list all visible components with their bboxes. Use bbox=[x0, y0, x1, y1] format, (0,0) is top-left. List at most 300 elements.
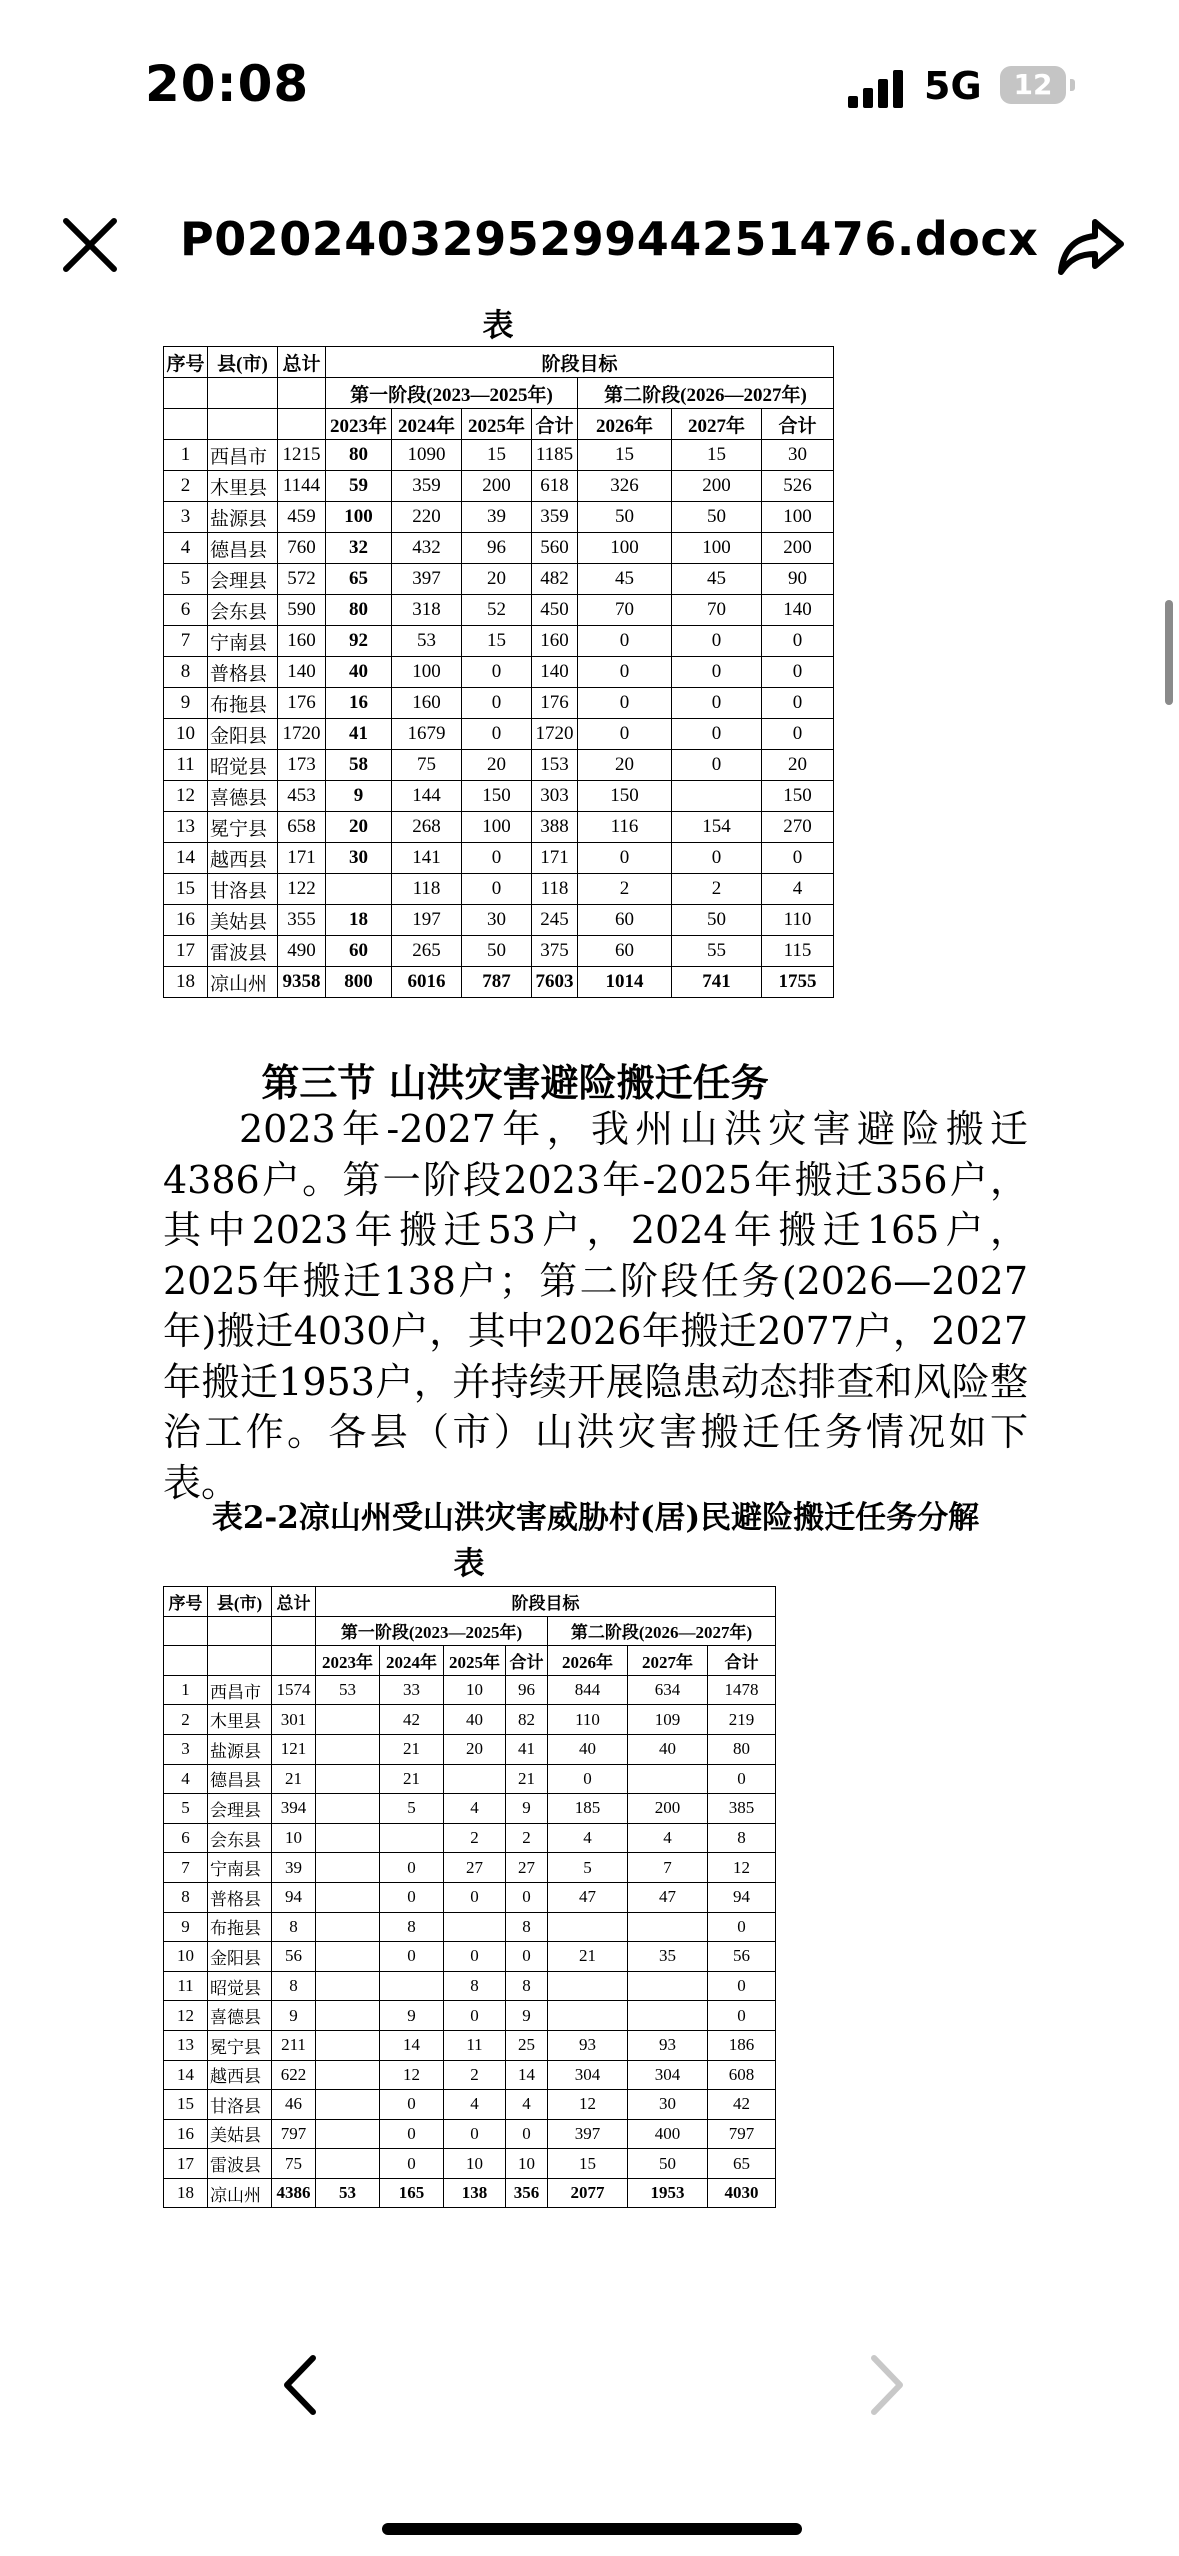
table-row bbox=[164, 2149, 776, 2179]
county-name-cell: 布拖县 bbox=[208, 1912, 272, 1942]
table-cell: 150 bbox=[462, 781, 532, 812]
share-button[interactable] bbox=[1055, 210, 1127, 282]
table-cell: 70 bbox=[672, 595, 762, 626]
table-cell: 185 bbox=[548, 1794, 628, 1824]
table-cell: 18 bbox=[326, 905, 392, 936]
table-cell: 100 bbox=[326, 502, 392, 533]
table-cell: 787 bbox=[462, 967, 532, 998]
table-cell: 590 bbox=[278, 595, 326, 626]
county-name-cell: 会东县 bbox=[208, 595, 278, 626]
previous-page-button[interactable] bbox=[275, 2350, 325, 2420]
county-name-cell: 盐源县 bbox=[208, 1734, 272, 1764]
table-row bbox=[164, 781, 834, 812]
table-cell: 165 bbox=[380, 2178, 444, 2208]
section-heading: 第三节 山洪灾害避险搬迁任务 bbox=[261, 1060, 769, 1105]
table-cell: 100 bbox=[462, 812, 532, 843]
table-cell: 0 bbox=[506, 2119, 548, 2149]
table-cell: 741 bbox=[672, 967, 762, 998]
table-cell: 0 bbox=[762, 657, 834, 688]
table-cell: 1720 bbox=[278, 719, 326, 750]
table-cell: 39 bbox=[272, 1853, 316, 1883]
table-cell: 3 bbox=[164, 1734, 208, 1764]
header-year: 2023年 bbox=[326, 409, 392, 440]
table-cell: 47 bbox=[628, 1882, 708, 1912]
table-cell: 4 bbox=[164, 1764, 208, 1794]
county-name-cell: 西昌市 bbox=[208, 440, 278, 471]
scrollbar[interactable] bbox=[1165, 600, 1173, 705]
table-cell: 6 bbox=[164, 1823, 208, 1853]
county-name-cell: 西昌市 bbox=[208, 1675, 272, 1705]
header-year: 2027年 bbox=[628, 1646, 708, 1676]
table-cell: 50 bbox=[672, 905, 762, 936]
table-cell: 1090 bbox=[392, 440, 462, 471]
table-cell: 100 bbox=[672, 533, 762, 564]
home-indicator[interactable] bbox=[382, 2523, 802, 2535]
table-cell: 9 bbox=[326, 781, 392, 812]
table-row bbox=[164, 1794, 776, 1824]
table-row bbox=[164, 874, 834, 905]
signal-icon bbox=[848, 70, 906, 108]
header-year: 2024年 bbox=[380, 1646, 444, 1676]
table-cell: 47 bbox=[548, 1882, 628, 1912]
table-cell: 30 bbox=[762, 440, 834, 471]
table-cell: 572 bbox=[278, 564, 326, 595]
table-cell bbox=[380, 1823, 444, 1853]
table-cell: 14 bbox=[506, 2060, 548, 2090]
table-cell: 10 bbox=[506, 2149, 548, 2179]
table-cell: 144 bbox=[392, 781, 462, 812]
table-cell: 154 bbox=[672, 812, 762, 843]
table-cell: 53 bbox=[316, 1675, 380, 1705]
table-cell: 0 bbox=[762, 843, 834, 874]
table-row bbox=[164, 533, 834, 564]
table-cell bbox=[548, 1971, 628, 2001]
table-cell: 9 bbox=[164, 688, 208, 719]
table-cell: 1574 bbox=[272, 1675, 316, 1705]
table-cell: 58 bbox=[326, 750, 392, 781]
table-cell: 5 bbox=[164, 564, 208, 595]
table-cell: 140 bbox=[278, 657, 326, 688]
table-row bbox=[164, 471, 834, 502]
table-cell bbox=[444, 1764, 506, 1794]
table-cell: 20 bbox=[578, 750, 672, 781]
battery-cap bbox=[1070, 79, 1075, 91]
close-button[interactable] bbox=[60, 215, 120, 275]
table-cell: 0 bbox=[578, 688, 672, 719]
table-cell: 18 bbox=[164, 967, 208, 998]
table-cell: 96 bbox=[462, 533, 532, 564]
table-cell: 270 bbox=[762, 812, 834, 843]
table-cell: 118 bbox=[392, 874, 462, 905]
table-cell: 52 bbox=[462, 595, 532, 626]
county-name-cell: 德昌县 bbox=[208, 533, 278, 564]
table-cell: 50 bbox=[672, 502, 762, 533]
header-county: 县(市) bbox=[208, 1587, 272, 1617]
table-row bbox=[164, 843, 834, 874]
table-cell: 92 bbox=[326, 626, 392, 657]
table-row bbox=[164, 564, 834, 595]
table-cell: 10 bbox=[272, 1823, 316, 1853]
table-row bbox=[164, 1705, 776, 1735]
table-cell: 375 bbox=[532, 936, 578, 967]
table-row bbox=[164, 750, 834, 781]
table-row bbox=[164, 1942, 776, 1972]
table-cell: 40 bbox=[326, 657, 392, 688]
table-cell bbox=[672, 781, 762, 812]
table-cell: 65 bbox=[326, 564, 392, 595]
table-cell: 141 bbox=[392, 843, 462, 874]
table-cell: 622 bbox=[272, 2060, 316, 2090]
table-cell: 2 bbox=[164, 471, 208, 502]
header-year: 2026年 bbox=[548, 1646, 628, 1676]
table-cell: 0 bbox=[708, 1971, 776, 2001]
table-cell: 15 bbox=[462, 440, 532, 471]
table-cell: 4 bbox=[548, 1823, 628, 1853]
table-cell bbox=[316, 1882, 380, 1912]
table-cell: 0 bbox=[462, 657, 532, 688]
table-cell: 13 bbox=[164, 812, 208, 843]
table-cell: 526 bbox=[762, 471, 834, 502]
county-name-cell: 会理县 bbox=[208, 564, 278, 595]
table1-caption: 表 bbox=[482, 308, 514, 344]
county-name-cell: 布拖县 bbox=[208, 688, 278, 719]
table-cell: 0 bbox=[578, 843, 672, 874]
table-cell: 186 bbox=[708, 2030, 776, 2060]
county-name-cell: 宁南县 bbox=[208, 1853, 272, 1883]
header-phase2: 第二阶段(2026—2027年) bbox=[578, 378, 834, 409]
table-cell: 10 bbox=[444, 2149, 506, 2179]
table-cell bbox=[548, 2001, 628, 2031]
table-row bbox=[164, 1912, 776, 1942]
table-cell: 3 bbox=[164, 502, 208, 533]
table-cell: 268 bbox=[392, 812, 462, 843]
chevron-left-icon bbox=[275, 2350, 325, 2420]
table-cell: 2077 bbox=[548, 2178, 628, 2208]
table-cell: 9 bbox=[506, 2001, 548, 2031]
table-cell: 110 bbox=[548, 1705, 628, 1735]
table-cell: 2 bbox=[164, 1705, 208, 1735]
table-cell: 1144 bbox=[278, 471, 326, 502]
table-cell: 9 bbox=[272, 2001, 316, 2031]
table-cell: 560 bbox=[532, 533, 578, 564]
header-phase1: 第一阶段(2023—2025年) bbox=[316, 1616, 548, 1646]
table-cell: 0 bbox=[672, 843, 762, 874]
table-cell: 1755 bbox=[762, 967, 834, 998]
table-cell: 8 bbox=[164, 657, 208, 688]
table-cell: 20 bbox=[462, 750, 532, 781]
table-cell: 8 bbox=[272, 1971, 316, 2001]
table-cell: 2 bbox=[506, 1823, 548, 1853]
table-cell: 53 bbox=[392, 626, 462, 657]
table-cell: 0 bbox=[578, 657, 672, 688]
table-cell bbox=[628, 1971, 708, 2001]
table-cell bbox=[380, 1971, 444, 2001]
table-cell: 14 bbox=[164, 2060, 208, 2090]
table-cell: 42 bbox=[380, 1705, 444, 1735]
table-cell: 21 bbox=[506, 1764, 548, 1794]
table-cell: 0 bbox=[444, 1942, 506, 1972]
table-cell: 200 bbox=[762, 533, 834, 564]
table-cell: 8 bbox=[272, 1912, 316, 1942]
table-cell: 9 bbox=[380, 2001, 444, 2031]
table-cell: 0 bbox=[708, 1912, 776, 1942]
header-year: 2025年 bbox=[444, 1646, 506, 1676]
table-cell: 40 bbox=[444, 1705, 506, 1735]
table-cell: 17 bbox=[164, 936, 208, 967]
table-cell: 0 bbox=[462, 843, 532, 874]
table-cell: 11 bbox=[164, 1971, 208, 2001]
table-cell: 800 bbox=[326, 967, 392, 998]
table-cell: 10 bbox=[164, 719, 208, 750]
table-cell: 60 bbox=[578, 936, 672, 967]
table-cell: 8 bbox=[380, 1912, 444, 1942]
table2 bbox=[163, 1586, 776, 2208]
table-cell bbox=[316, 1853, 380, 1883]
table-cell: 0 bbox=[672, 626, 762, 657]
table-cell: 4 bbox=[444, 2090, 506, 2120]
table-cell: 15 bbox=[672, 440, 762, 471]
county-name-cell: 美姑县 bbox=[208, 905, 278, 936]
table-cell: 176 bbox=[532, 688, 578, 719]
table2-body bbox=[164, 1675, 776, 2208]
table-cell: 27 bbox=[506, 1853, 548, 1883]
table-row bbox=[164, 657, 834, 688]
table-cell: 7 bbox=[164, 1853, 208, 1883]
table-cell: 200 bbox=[462, 471, 532, 502]
table-cell: 1 bbox=[164, 1675, 208, 1705]
header-year: 2023年 bbox=[316, 1646, 380, 1676]
table-cell: 0 bbox=[506, 1942, 548, 1972]
table-cell: 1185 bbox=[532, 440, 578, 471]
table-cell: 482 bbox=[532, 564, 578, 595]
county-name-cell: 喜德县 bbox=[208, 2001, 272, 2031]
table-cell: 138 bbox=[444, 2178, 506, 2208]
header-year: 合计 bbox=[708, 1646, 776, 1676]
county-name-cell: 盐源县 bbox=[208, 502, 278, 533]
table-cell: 41 bbox=[506, 1734, 548, 1764]
table-row bbox=[164, 2090, 776, 2120]
table-cell: 80 bbox=[708, 1734, 776, 1764]
table-cell: 21 bbox=[380, 1734, 444, 1764]
table-cell bbox=[628, 1764, 708, 1794]
table-row bbox=[164, 1971, 776, 2001]
table-row bbox=[164, 1853, 776, 1883]
table-cell: 1953 bbox=[628, 2178, 708, 2208]
table-cell: 121 bbox=[272, 1734, 316, 1764]
table-cell: 46 bbox=[272, 2090, 316, 2120]
table-cell: 4 bbox=[506, 2090, 548, 2120]
table-cell: 0 bbox=[380, 1942, 444, 1972]
table-cell: 6016 bbox=[392, 967, 462, 998]
table-cell: 394 bbox=[272, 1794, 316, 1824]
table-cell: 30 bbox=[326, 843, 392, 874]
table-cell: 60 bbox=[578, 905, 672, 936]
section-paragraph bbox=[163, 1104, 1028, 1508]
table-cell: 30 bbox=[462, 905, 532, 936]
table-cell: 33 bbox=[380, 1675, 444, 1705]
table-cell: 65 bbox=[708, 2149, 776, 2179]
table-cell: 1679 bbox=[392, 719, 462, 750]
chevron-right-icon bbox=[862, 2350, 912, 2420]
table-row bbox=[164, 936, 834, 967]
table-cell: 94 bbox=[708, 1882, 776, 1912]
table-cell: 20 bbox=[326, 812, 392, 843]
county-name-cell: 越西县 bbox=[208, 843, 278, 874]
table-cell: 200 bbox=[628, 1794, 708, 1824]
table-cell bbox=[316, 1942, 380, 1972]
table-cell: 50 bbox=[628, 2149, 708, 2179]
table-cell: 27 bbox=[444, 1853, 506, 1883]
table-cell: 21 bbox=[272, 1764, 316, 1794]
table-cell: 453 bbox=[278, 781, 326, 812]
table-cell: 118 bbox=[532, 874, 578, 905]
county-name-cell: 雷波县 bbox=[208, 936, 278, 967]
table-cell: 16 bbox=[164, 905, 208, 936]
header-seq: 序号 bbox=[164, 1587, 208, 1617]
table-cell: 8 bbox=[506, 1912, 548, 1942]
table-cell: 42 bbox=[708, 2090, 776, 2120]
table-cell: 5 bbox=[380, 1794, 444, 1824]
table-cell bbox=[316, 1912, 380, 1942]
table-cell bbox=[316, 1734, 380, 1764]
header-county: 县(市) bbox=[208, 347, 278, 378]
table-cell: 432 bbox=[392, 533, 462, 564]
table-cell: 0 bbox=[380, 1882, 444, 1912]
next-page-button[interactable] bbox=[862, 2350, 912, 2420]
table-cell: 15 bbox=[164, 874, 208, 905]
table-cell: 56 bbox=[708, 1942, 776, 1972]
table1 bbox=[163, 346, 834, 998]
county-name-cell: 美姑县 bbox=[208, 2119, 272, 2149]
county-name-cell: 喜德县 bbox=[208, 781, 278, 812]
table-cell: 39 bbox=[462, 502, 532, 533]
table-cell: 0 bbox=[548, 1764, 628, 1794]
table2-caption-line2: 表 bbox=[453, 1546, 485, 1582]
header-year: 合计 bbox=[532, 409, 578, 440]
table-cell: 8 bbox=[506, 1971, 548, 2001]
county-name-cell: 会理县 bbox=[208, 1794, 272, 1824]
table-cell: 760 bbox=[278, 533, 326, 564]
table-cell: 30 bbox=[628, 2090, 708, 2120]
table-cell: 40 bbox=[628, 1734, 708, 1764]
table-cell: 844 bbox=[548, 1675, 628, 1705]
table-cell: 94 bbox=[272, 1882, 316, 1912]
share-arrow-icon bbox=[1055, 210, 1127, 282]
county-name-cell: 冕宁县 bbox=[208, 2030, 272, 2060]
table-cell: 45 bbox=[672, 564, 762, 595]
close-icon bbox=[60, 215, 120, 275]
table-cell: 90 bbox=[762, 564, 834, 595]
table-cell: 25 bbox=[506, 2030, 548, 2060]
table-cell: 109 bbox=[628, 1705, 708, 1735]
table-row bbox=[164, 719, 834, 750]
table-cell: 7 bbox=[628, 1853, 708, 1883]
table-cell: 797 bbox=[272, 2119, 316, 2149]
table-cell: 171 bbox=[278, 843, 326, 874]
table-row bbox=[164, 595, 834, 626]
table-cell: 93 bbox=[628, 2030, 708, 2060]
table-cell: 32 bbox=[326, 533, 392, 564]
table-cell: 75 bbox=[272, 2149, 316, 2179]
table-cell: 1215 bbox=[278, 440, 326, 471]
table-cell: 20 bbox=[762, 750, 834, 781]
table-cell: 400 bbox=[628, 2119, 708, 2149]
table-cell: 634 bbox=[628, 1675, 708, 1705]
paragraph-text: 2023年-2027年，我州山洪灾害避险搬迁4386户。第一阶段2023年-2025年搬迁356户，其中2023年搬迁53户，2024年搬迁165户，2025年搬迁138户；第二阶段任务(2026—2027年)搬迁4030户，其中2026年搬迁2077户，2027年搬迁1953户，并持续开展隐患动态排查和风险整治工作。各县（市）山洪灾害搬迁任务情况如下表。 bbox=[163, 1107, 1028, 1505]
table-cell: 80 bbox=[326, 440, 392, 471]
table-cell: 0 bbox=[380, 2119, 444, 2149]
table-cell: 9358 bbox=[278, 967, 326, 998]
table-cell: 116 bbox=[578, 812, 672, 843]
table-cell: 16 bbox=[164, 2119, 208, 2149]
table-cell: 153 bbox=[532, 750, 578, 781]
table-cell: 0 bbox=[708, 1764, 776, 1794]
table-cell: 21 bbox=[548, 1942, 628, 1972]
header-stage-goal: 阶段目标 bbox=[326, 347, 834, 378]
table-row bbox=[164, 905, 834, 936]
table-row bbox=[164, 1734, 776, 1764]
table-cell: 20 bbox=[444, 1734, 506, 1764]
battery-icon: 12 bbox=[1000, 66, 1066, 104]
table-cell: 50 bbox=[462, 936, 532, 967]
table-cell: 20 bbox=[462, 564, 532, 595]
table-cell: 160 bbox=[532, 626, 578, 657]
table-cell: 355 bbox=[278, 905, 326, 936]
county-name-cell: 雷波县 bbox=[208, 2149, 272, 2179]
table-cell: 4030 bbox=[708, 2178, 776, 2208]
table-cell: 115 bbox=[762, 936, 834, 967]
table-cell: 2 bbox=[672, 874, 762, 905]
table-cell: 56 bbox=[272, 1942, 316, 1972]
county-name-cell: 木里县 bbox=[208, 1705, 272, 1735]
table-cell: 8 bbox=[444, 1971, 506, 2001]
table-cell bbox=[316, 2060, 380, 2090]
table-cell: 6 bbox=[164, 595, 208, 626]
table-cell: 0 bbox=[762, 719, 834, 750]
table-cell: 40 bbox=[548, 1734, 628, 1764]
table-cell bbox=[326, 874, 392, 905]
table-cell: 0 bbox=[708, 2001, 776, 2031]
county-name-cell: 越西县 bbox=[208, 2060, 272, 2090]
table-cell: 0 bbox=[762, 688, 834, 719]
county-name-cell: 凉山州 bbox=[208, 2178, 272, 2208]
table-cell: 12 bbox=[380, 2060, 444, 2090]
table-cell: 55 bbox=[672, 936, 762, 967]
table-cell: 160 bbox=[278, 626, 326, 657]
county-name-cell: 宁南县 bbox=[208, 626, 278, 657]
table-cell bbox=[316, 2001, 380, 2031]
table-cell: 303 bbox=[532, 781, 578, 812]
county-name-cell: 凉山州 bbox=[208, 967, 278, 998]
table-cell: 13 bbox=[164, 2030, 208, 2060]
table-cell: 0 bbox=[380, 2149, 444, 2179]
table-cell: 220 bbox=[392, 502, 462, 533]
table-row bbox=[164, 1764, 776, 1794]
table-cell: 12 bbox=[708, 1853, 776, 1883]
table-row bbox=[164, 2178, 776, 2208]
table-cell: 211 bbox=[272, 2030, 316, 2060]
table-cell: 150 bbox=[578, 781, 672, 812]
table-cell: 318 bbox=[392, 595, 462, 626]
table-cell: 658 bbox=[278, 812, 326, 843]
table-cell: 75 bbox=[392, 750, 462, 781]
table-row bbox=[164, 2001, 776, 2031]
table-cell bbox=[316, 1823, 380, 1853]
table-cell: 41 bbox=[326, 719, 392, 750]
table-row bbox=[164, 440, 834, 471]
table-cell bbox=[316, 1794, 380, 1824]
table-cell bbox=[316, 2030, 380, 2060]
